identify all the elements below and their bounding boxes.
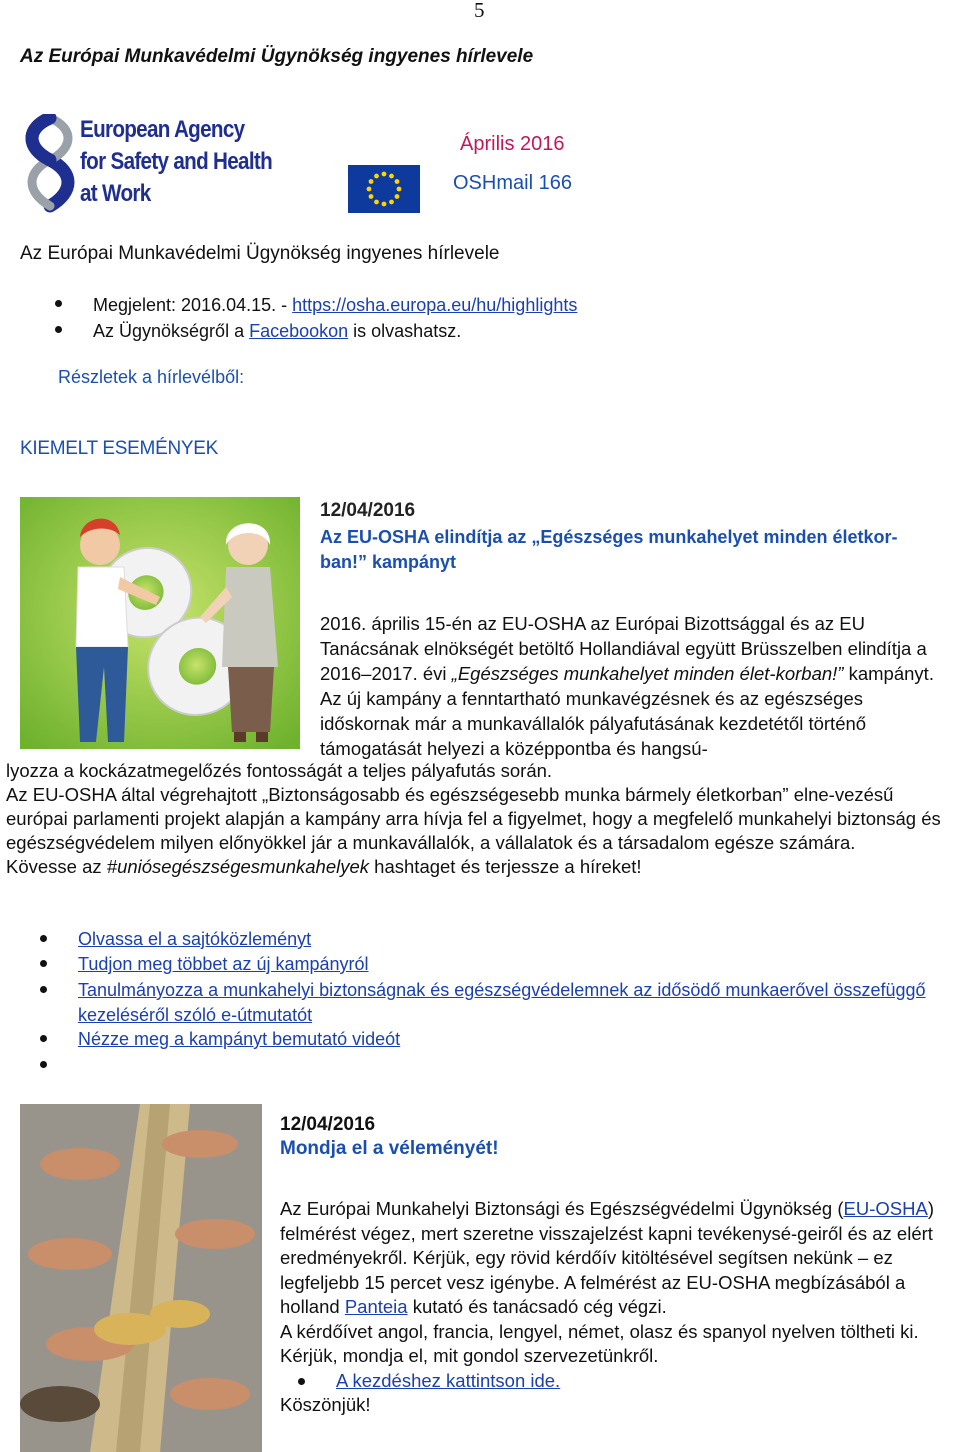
logo-line-3: at Work [80, 180, 151, 207]
article1-text-cont: lyozza a kockázatmegelőzés fontosságát a teljes pályafutás során. [6, 760, 553, 781]
eu-star-icon [374, 200, 379, 205]
eu-flag [348, 165, 420, 213]
page-number: 5 [474, 0, 485, 22]
article2-para1 [280, 1197, 955, 1320]
article1-body-cont [6, 759, 950, 879]
eu-star-icon [369, 194, 374, 199]
intro-list [55, 292, 577, 344]
eu-star-icon [367, 187, 372, 192]
survey-image [20, 1104, 262, 1452]
article1-text-mid: kampányt. Az új kampány a fenntartható munkavégzésnek és az egészséges időskornak már a munkavállalók pályafutásának kezdetétől történő támogatását helyezi a középpontba és hangsú- [320, 663, 934, 759]
facebook-prefix: Az Ügynökségről a [93, 321, 250, 341]
facebook-link[interactable]: Facebookon [249, 321, 349, 341]
facebook-suffix: is olvashatsz. [348, 321, 462, 341]
article2-date: 12/04/2016 [280, 1114, 376, 1135]
logo-line-2: for Safety and Health [80, 148, 272, 175]
logo-line-1: European Agency [80, 116, 245, 143]
article1-body [320, 611, 942, 761]
list-item [55, 292, 577, 318]
e-guide-link[interactable]: Tanulmányozza a munkahelyi biztonságnak és egészségvédelemnek az idősödő munkaerővel összefüggő kezeléséről szóló e-útmutatót [78, 980, 926, 1025]
eu-star-icon [382, 172, 387, 177]
article1-text-start: 2016. április 15-én az EU-OSHA az Európai Bizottsággal és az EU Tanácsának elnökségét betöltő Hollandiával együtt Brüsszelben elindítja a 2016–2017. évi [320, 613, 927, 684]
list-item [40, 952, 960, 978]
list-item-empty [40, 1053, 960, 1079]
press-release-link[interactable]: Olvassa el a sajtóközleményt [78, 929, 312, 949]
list-item [40, 978, 960, 1027]
agency-swirl-icon [20, 114, 80, 218]
survey-cta-item [298, 1369, 955, 1394]
eu-osha-link[interactable]: EU-OSHA [843, 1198, 928, 1219]
article2-para2: A kérdőívet angol, francia, lengyel, német, olasz és spanyol nyelven töltheti ki. Kérjük, mondja el, mit gondol szervezetünkről. [280, 1320, 919, 1366]
campaign-link[interactable]: Tudjon meg többet az új kampányról [78, 954, 369, 974]
eu-star-icon [389, 174, 394, 179]
article1-date: 12/04/2016 [320, 500, 416, 521]
panteia-link[interactable]: Panteia [344, 1296, 408, 1317]
video-link[interactable]: Nézze meg a kampányt bemutató videót [78, 1029, 401, 1049]
newsletter-title: Az Európai Munkavédelmi Ügynökség ingyenes hírlevele [20, 46, 534, 67]
list-item [40, 927, 960, 952]
eu-star-icon [397, 187, 402, 192]
article1-campaign-name: „Egészséges munkahelyet minden élet-korban!” [451, 663, 844, 684]
article1-para2: Az EU-OSHA által végrehajtott „Biztonságosabb és egészségesebb munka bármely életkorban” elne-vezésű európai parlamenti projekt alapján a kampány arra hívja fel a figyelmet, hogy a megfelelő munkahelyi biztonság és egészségvédelem milyen előnyökkel jár a munkavállalók, a vállalatok és a társadalom egésze számára. [6, 784, 941, 853]
issue-number: OSHmail 166 [453, 172, 572, 194]
eu-star-icon [395, 194, 400, 199]
eu-flag-icon [348, 165, 420, 213]
list-item [40, 1027, 960, 1053]
highlights-link[interactable]: https://osha.europa.eu/hu/highlights [292, 295, 578, 315]
para3-prefix: Kövesse az [6, 856, 107, 877]
section-heading: KIEMELT ESEMÉNYEK [20, 438, 218, 459]
published-label: Megjelent: 2016.04.15. - [93, 295, 293, 315]
details-label: Részletek a hírlevélből: [58, 367, 245, 387]
eu-star-icon [374, 174, 379, 179]
thanks-text: Köszönjük! [280, 1394, 371, 1415]
eu-star-icon [389, 200, 394, 205]
eu-star-icon [369, 179, 374, 184]
article1-title[interactable]: Az EU-OSHA elindítja az „Egészséges munkahelyet minden életkor-ban!” kampányt [320, 527, 898, 572]
p1-mid: ) felmérést végez, mert szeretne visszajelzést kapni tevékenysé-geiről és az elért eredményekről. Kérjük, egy rövid kérdőív kitöltésével segítsen nekünk – ez legfeljebb 15 percet vesz igénybe. A felmérést az EU-OSHA megbízásából a holland [280, 1198, 934, 1317]
article1-links [40, 927, 960, 1079]
article2-body [280, 1197, 955, 1418]
survey-start-link[interactable]: A kezdéshez kattintson ide. [336, 1369, 561, 1391]
p1-prefix: Az Európai Munkahelyi Biztonsági és Egészségvédelmi Ügynökség ( [280, 1198, 844, 1219]
article1-para3 [6, 855, 950, 879]
list-item [55, 318, 577, 344]
campaign-image [20, 497, 300, 749]
eu-star-icon [382, 202, 387, 207]
newsletter-subtitle: Az Európai Munkavédelmi Ügynökség ingyenes hírlevele [20, 243, 500, 264]
para3-suffix: hashtaget és terjessze a híreket! [369, 856, 642, 877]
eu-star-icon [395, 179, 400, 184]
issue-date: Április 2016 [460, 133, 565, 155]
hashtag: #uniósegészségesmunkahelyek [106, 856, 370, 877]
agency-logo [20, 112, 310, 220]
p1-suffix: kutató és tanácsadó cég végzi. [407, 1296, 667, 1317]
article2-title[interactable]: Mondja el a véleményét! [280, 1138, 499, 1159]
